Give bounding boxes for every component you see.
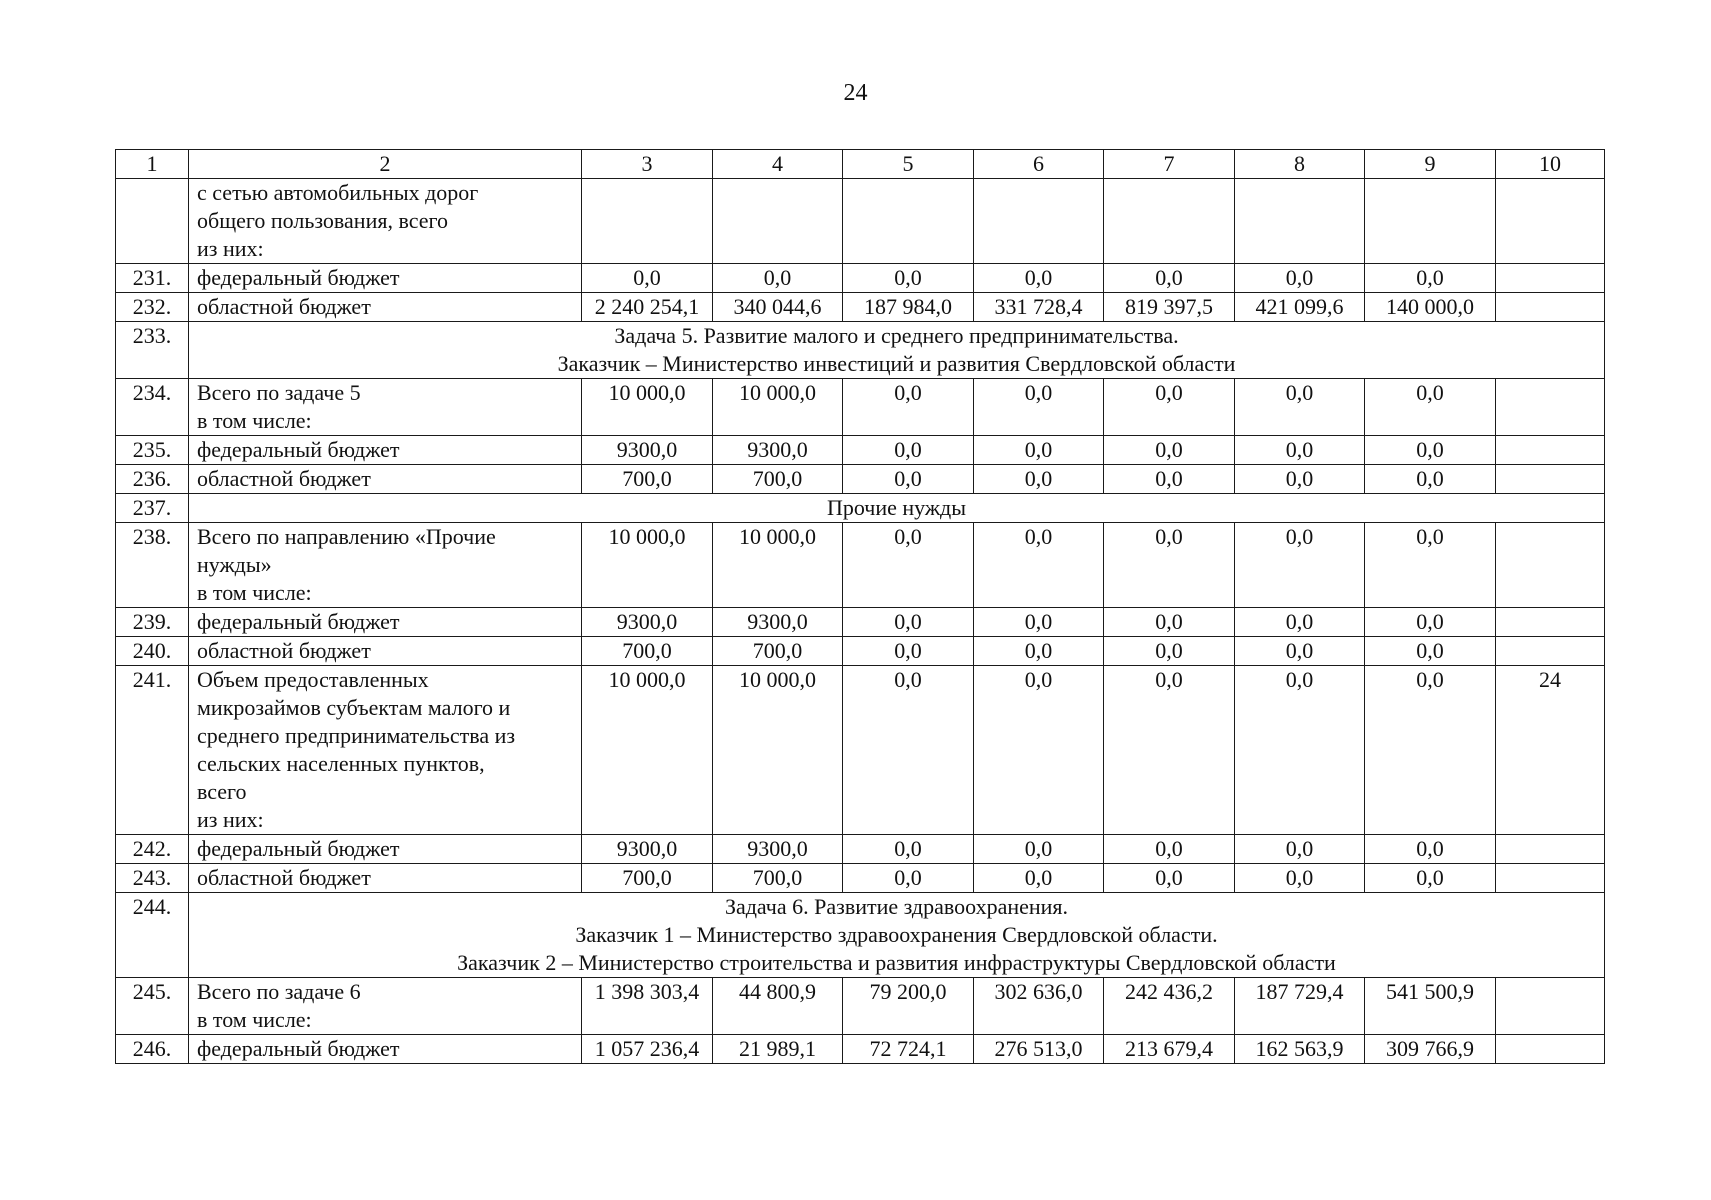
value-cell: 0,0 xyxy=(1235,264,1365,293)
section-line: Задача 5. Развитие малого и среднего предпринимательства. xyxy=(614,323,1179,348)
header-cell: 10 xyxy=(1496,150,1605,179)
row-description xyxy=(189,179,582,264)
value-cell: 242 436,2 xyxy=(1104,978,1235,1035)
value-cell: 0,0 xyxy=(1365,436,1496,465)
table-row xyxy=(116,608,1605,637)
value-cell: 187 729,4 xyxy=(1235,978,1365,1035)
value-cell: 819 397,5 xyxy=(1104,293,1235,322)
value-cell: 9300,0 xyxy=(582,436,713,465)
description-line: Всего по задаче 6 xyxy=(197,979,361,1004)
value-cell xyxy=(1496,864,1605,893)
value-cell: 213 679,4 xyxy=(1104,1035,1235,1064)
value-cell: 0,0 xyxy=(1104,864,1235,893)
value-cell xyxy=(1496,293,1605,322)
value-cell: 0,0 xyxy=(1235,523,1365,608)
value-cell: 0,0 xyxy=(1235,465,1365,494)
value-cell: 0,0 xyxy=(843,264,974,293)
section-title xyxy=(189,893,1605,978)
table-row xyxy=(116,637,1605,666)
table-row xyxy=(116,1035,1605,1064)
table-row xyxy=(116,264,1605,293)
value-cell xyxy=(1496,523,1605,608)
value-cell xyxy=(1365,179,1496,264)
table-row xyxy=(116,436,1605,465)
budget-table xyxy=(115,149,1605,1064)
value-cell xyxy=(1496,978,1605,1035)
value-cell: 0,0 xyxy=(1104,666,1235,835)
value-cell: 0,0 xyxy=(1365,637,1496,666)
table-row xyxy=(116,379,1605,436)
value-cell: 0,0 xyxy=(974,379,1104,436)
value-cell: 0,0 xyxy=(1235,864,1365,893)
value-cell: 0,0 xyxy=(843,637,974,666)
value-cell: 0,0 xyxy=(843,436,974,465)
header-cell: 9 xyxy=(1365,150,1496,179)
value-cell: 0,0 xyxy=(1104,465,1235,494)
section-row xyxy=(116,494,1605,523)
value-cell: 0,0 xyxy=(1365,264,1496,293)
row-description xyxy=(189,523,582,608)
value-cell: 0,0 xyxy=(1365,608,1496,637)
row-number: 233. xyxy=(116,322,189,379)
value-cell xyxy=(1496,264,1605,293)
description-line: федеральный бюджет xyxy=(197,609,400,634)
value-cell: 140 000,0 xyxy=(1365,293,1496,322)
value-cell xyxy=(1496,637,1605,666)
value-cell: 0,0 xyxy=(1365,864,1496,893)
header-cell: 5 xyxy=(843,150,974,179)
value-cell: 1 057 236,4 xyxy=(582,1035,713,1064)
row-number: 242. xyxy=(116,835,189,864)
value-cell: 0,0 xyxy=(1104,608,1235,637)
value-cell: 340 044,6 xyxy=(713,293,843,322)
value-cell: 0,0 xyxy=(1235,835,1365,864)
value-cell xyxy=(1496,379,1605,436)
value-cell xyxy=(1496,465,1605,494)
row-description xyxy=(189,465,582,494)
value-cell: 1 398 303,4 xyxy=(582,978,713,1035)
value-cell: 0,0 xyxy=(1365,523,1496,608)
value-cell: 0,0 xyxy=(1104,637,1235,666)
section-line: Задача 6. Развитие здравоохранения. xyxy=(724,894,1069,919)
description-line: областной бюджет xyxy=(197,294,371,319)
row-number: 237. xyxy=(116,494,189,523)
value-cell xyxy=(1496,179,1605,264)
value-cell: 0,0 xyxy=(974,835,1104,864)
table-row xyxy=(116,864,1605,893)
value-cell: 0,0 xyxy=(974,523,1104,608)
row-description xyxy=(189,1035,582,1064)
row-description xyxy=(189,608,582,637)
description-line: областной бюджет xyxy=(197,638,371,663)
value-cell: 0,0 xyxy=(1104,523,1235,608)
value-cell: 0,0 xyxy=(1104,835,1235,864)
value-cell: 0,0 xyxy=(974,864,1104,893)
value-cell: 2 240 254,1 xyxy=(582,293,713,322)
value-cell: 0,0 xyxy=(974,637,1104,666)
value-cell: 24 xyxy=(1496,666,1605,835)
description-line: из них: xyxy=(197,236,264,261)
value-cell: 541 500,9 xyxy=(1365,978,1496,1035)
header-cell: 6 xyxy=(974,150,1104,179)
value-cell: 0,0 xyxy=(843,835,974,864)
value-cell: 0,0 xyxy=(843,608,974,637)
value-cell: 9300,0 xyxy=(582,608,713,637)
value-cell: 44 800,9 xyxy=(713,978,843,1035)
value-cell: 0,0 xyxy=(974,465,1104,494)
value-cell: 10 000,0 xyxy=(582,523,713,608)
value-cell: 162 563,9 xyxy=(1235,1035,1365,1064)
row-number: 231. xyxy=(116,264,189,293)
table-row xyxy=(116,179,1605,264)
value-cell: 72 724,1 xyxy=(843,1035,974,1064)
description-line: общего пользования, всего xyxy=(197,208,448,233)
row-number: 235. xyxy=(116,436,189,465)
row-number: 244. xyxy=(116,893,189,978)
value-cell: 9300,0 xyxy=(713,436,843,465)
row-number: 239. xyxy=(116,608,189,637)
row-number: 232. xyxy=(116,293,189,322)
value-cell: 0,0 xyxy=(974,666,1104,835)
description-line: всего xyxy=(197,779,247,804)
value-cell xyxy=(1235,179,1365,264)
value-cell: 10 000,0 xyxy=(713,523,843,608)
row-number: 241. xyxy=(116,666,189,835)
value-cell: 79 200,0 xyxy=(843,978,974,1035)
value-cell: 21 989,1 xyxy=(713,1035,843,1064)
description-line: в том числе: xyxy=(197,408,312,433)
table-row xyxy=(116,293,1605,322)
value-cell: 0,0 xyxy=(1104,436,1235,465)
value-cell: 9300,0 xyxy=(713,835,843,864)
value-cell: 0,0 xyxy=(1104,379,1235,436)
header-cell: 1 xyxy=(116,150,189,179)
description-line: Объем предоставленных xyxy=(197,667,429,692)
value-cell: 10 000,0 xyxy=(582,666,713,835)
section-line: Заказчик 2 – Министерство строительства и развития инфраструктуры Свердловской области xyxy=(457,950,1336,975)
row-number xyxy=(116,179,189,264)
value-cell: 10 000,0 xyxy=(713,666,843,835)
section-row xyxy=(116,893,1605,978)
value-cell xyxy=(713,179,843,264)
description-line: сельских населенных пунктов, xyxy=(197,751,485,776)
value-cell: 0,0 xyxy=(1365,835,1496,864)
row-number: 246. xyxy=(116,1035,189,1064)
value-cell: 0,0 xyxy=(843,379,974,436)
description-line: федеральный бюджет xyxy=(197,1036,400,1061)
section-line: Прочие нужды xyxy=(826,495,967,520)
value-cell: 0,0 xyxy=(974,264,1104,293)
value-cell xyxy=(843,179,974,264)
description-line: из них: xyxy=(197,807,264,832)
section-row xyxy=(116,322,1605,379)
value-cell: 0,0 xyxy=(582,264,713,293)
value-cell xyxy=(1104,179,1235,264)
value-cell: 0,0 xyxy=(1235,436,1365,465)
value-cell: 0,0 xyxy=(713,264,843,293)
value-cell: 0,0 xyxy=(1235,637,1365,666)
description-line: в том числе: xyxy=(197,1007,312,1032)
value-cell: 421 099,6 xyxy=(1235,293,1365,322)
table-row xyxy=(116,978,1605,1035)
value-cell: 700,0 xyxy=(713,465,843,494)
value-cell: 0,0 xyxy=(1365,465,1496,494)
value-cell: 187 984,0 xyxy=(843,293,974,322)
description-line: Всего по направлению «Прочие xyxy=(197,524,496,549)
row-number: 238. xyxy=(116,523,189,608)
value-cell xyxy=(1496,1035,1605,1064)
row-number: 245. xyxy=(116,978,189,1035)
value-cell: 0,0 xyxy=(1365,379,1496,436)
value-cell: 0,0 xyxy=(1235,666,1365,835)
section-title xyxy=(189,494,1605,523)
table-row xyxy=(116,523,1605,608)
table-row xyxy=(116,835,1605,864)
value-cell: 331 728,4 xyxy=(974,293,1104,322)
description-line: федеральный бюджет xyxy=(197,437,400,462)
value-cell: 9300,0 xyxy=(713,608,843,637)
value-cell: 700,0 xyxy=(582,465,713,494)
description-line: микрозаймов субъектам малого и xyxy=(197,695,511,720)
description-line: среднего предпринимательства из xyxy=(197,723,516,748)
value-cell: 0,0 xyxy=(1235,379,1365,436)
value-cell xyxy=(1496,436,1605,465)
row-description xyxy=(189,978,582,1035)
value-cell xyxy=(974,179,1104,264)
value-cell: 0,0 xyxy=(843,864,974,893)
row-description xyxy=(189,666,582,835)
value-cell: 0,0 xyxy=(1235,608,1365,637)
description-line: в том числе: xyxy=(197,580,312,605)
row-description xyxy=(189,436,582,465)
table-row xyxy=(116,465,1605,494)
row-description xyxy=(189,835,582,864)
value-cell: 0,0 xyxy=(974,608,1104,637)
description-line: областной бюджет xyxy=(197,466,371,491)
value-cell: 302 636,0 xyxy=(974,978,1104,1035)
header-cell: 7 xyxy=(1104,150,1235,179)
section-line: Заказчик – Министерство инвестиций и развития Свердловской области xyxy=(557,351,1236,376)
row-description xyxy=(189,379,582,436)
value-cell: 0,0 xyxy=(843,465,974,494)
row-description xyxy=(189,264,582,293)
value-cell: 9300,0 xyxy=(582,835,713,864)
description-line: федеральный бюджет xyxy=(197,265,400,290)
row-number: 240. xyxy=(116,637,189,666)
table-body xyxy=(116,150,1605,1064)
row-description xyxy=(189,864,582,893)
section-line: Заказчик 1 – Министерство здравоохранения Свердловской области. xyxy=(575,922,1218,947)
section-title xyxy=(189,322,1605,379)
row-number: 236. xyxy=(116,465,189,494)
value-cell: 700,0 xyxy=(713,864,843,893)
header-cell: 4 xyxy=(713,150,843,179)
header-cell: 3 xyxy=(582,150,713,179)
page-number: 24 xyxy=(843,80,868,106)
value-cell: 10 000,0 xyxy=(713,379,843,436)
description-line: областной бюджет xyxy=(197,865,371,890)
value-cell: 700,0 xyxy=(582,864,713,893)
value-cell: 0,0 xyxy=(1104,264,1235,293)
value-cell xyxy=(1496,608,1605,637)
row-description xyxy=(189,293,582,322)
table-row xyxy=(116,666,1605,835)
value-cell: 700,0 xyxy=(582,637,713,666)
value-cell: 0,0 xyxy=(843,666,974,835)
header-cell: 2 xyxy=(189,150,582,179)
description-line: Всего по задаче 5 xyxy=(197,380,361,405)
value-cell: 0,0 xyxy=(843,523,974,608)
value-cell: 0,0 xyxy=(1365,666,1496,835)
row-number: 234. xyxy=(116,379,189,436)
value-cell: 276 513,0 xyxy=(974,1035,1104,1064)
table-header-row xyxy=(116,150,1605,179)
row-number: 243. xyxy=(116,864,189,893)
value-cell xyxy=(1496,835,1605,864)
row-description xyxy=(189,637,582,666)
value-cell: 10 000,0 xyxy=(582,379,713,436)
value-cell: 0,0 xyxy=(974,436,1104,465)
value-cell: 700,0 xyxy=(713,637,843,666)
value-cell: 309 766,9 xyxy=(1365,1035,1496,1064)
description-line: федеральный бюджет xyxy=(197,836,400,861)
value-cell xyxy=(582,179,713,264)
header-cell: 8 xyxy=(1235,150,1365,179)
description-line: нужды» xyxy=(197,552,272,577)
description-line: с сетью автомобильных дорог xyxy=(197,180,479,205)
